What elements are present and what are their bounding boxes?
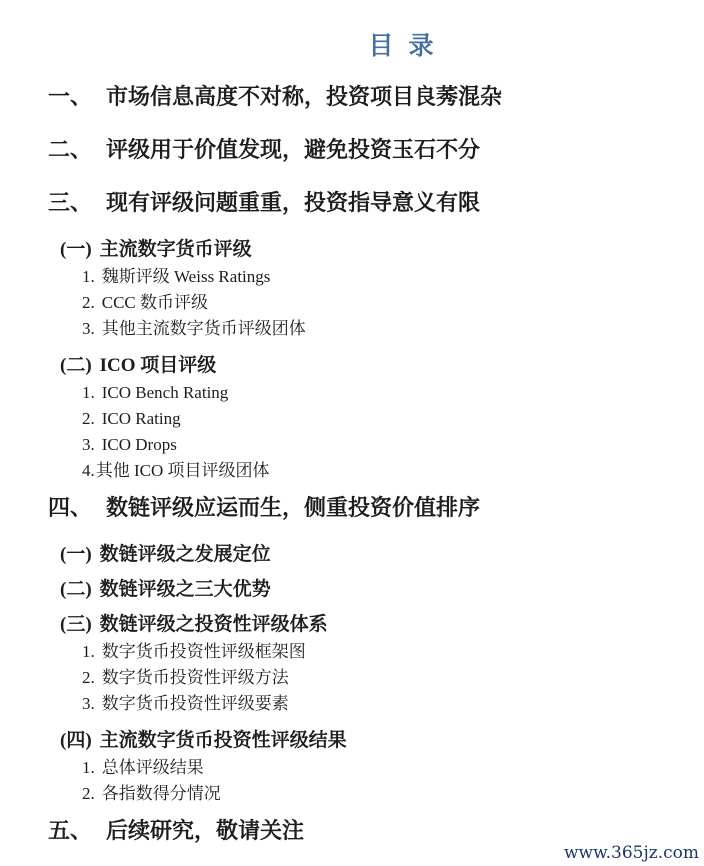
toc-item-12	[82, 460, 704, 481]
toc-item-number: (二)	[60, 579, 92, 600]
toc-item-number: 3.	[82, 435, 95, 454]
toc-item-14	[60, 544, 704, 566]
toc-item-2	[48, 136, 704, 164]
toc-item-number: 二、	[48, 137, 93, 162]
toc-item-number: 2.	[82, 668, 95, 687]
toc-item-label: 主流数字货币评级	[99, 239, 252, 260]
toc-item-18	[82, 667, 704, 688]
toc-item-number: (四)	[60, 730, 92, 751]
toc-item-label: CCC 数币评级	[101, 293, 209, 312]
toc-item-label: 其他主流数字货币评级团体	[101, 319, 306, 338]
toc-item-number: (一)	[60, 544, 92, 565]
toc-item-label: ICO 项目评级	[99, 355, 217, 376]
page-title: 目 录	[368, 32, 434, 60]
toc-item-label: ICO Drops	[101, 435, 177, 454]
toc-item-label: 数字货币投资性评级方法	[101, 668, 289, 687]
toc-item-1	[48, 83, 704, 111]
toc-item-number: 五、	[48, 818, 93, 843]
toc-item-4	[60, 239, 704, 261]
toc-item-5	[82, 266, 704, 287]
toc-item-number: 2.	[82, 409, 95, 428]
toc-item-10	[82, 408, 704, 429]
toc-item-11	[82, 434, 704, 455]
toc-item-label: 各指数得分情况	[101, 784, 221, 803]
toc-item-20	[60, 730, 704, 752]
toc-item-17	[82, 641, 704, 662]
toc-item-label: 现有评级问题重重，投资指导意义有限	[106, 190, 481, 215]
watermark-url: www.365jz.com	[564, 843, 699, 863]
toc-item-number: 1.	[82, 267, 95, 286]
toc-item-9	[82, 382, 704, 403]
toc-item-label: 数链评级之三大优势	[99, 579, 271, 600]
toc-item-8	[60, 355, 704, 377]
toc-item-number: 四、	[48, 495, 93, 520]
toc-item-label: 主流数字货币投资性评级结果	[99, 730, 347, 751]
toc-item-label: 其他 ICO 项目评级团体	[95, 461, 270, 480]
toc-item-label: 数字货币投资性评级框架图	[101, 642, 306, 661]
toc-item-label: 魏斯评级 Weiss Ratings	[101, 267, 271, 286]
toc-item-label: 后续研究，敬请关注	[106, 818, 305, 843]
toc-item-6	[82, 292, 704, 313]
toc-item-13	[48, 494, 704, 522]
toc-item-15	[60, 579, 704, 601]
toc-item-label: 数字货币投资性评级要素	[101, 694, 289, 713]
toc-item-label: 总体评级结果	[101, 758, 204, 777]
toc-item-label: 数链评级之投资性评级体系	[99, 614, 328, 635]
toc-item-number: 3.	[82, 319, 95, 338]
toc-item-number: 1.	[82, 642, 95, 661]
toc-item-label: 评级用于价值发现，避免投资玉石不分	[106, 137, 481, 162]
toc-item-19	[82, 693, 704, 714]
toc-item-label: ICO Bench Rating	[101, 383, 229, 402]
toc-item-22	[82, 783, 704, 804]
toc-item-number: 2.	[82, 784, 95, 803]
toc-item-number: 3.	[82, 694, 95, 713]
toc-item-label: ICO Rating	[101, 409, 181, 428]
toc-item-label: 市场信息高度不对称，投资项目良莠混杂	[106, 84, 503, 109]
toc-item-16	[60, 614, 704, 636]
toc-item-23	[48, 817, 704, 845]
toc-item-number: 1.	[82, 383, 95, 402]
toc-item-label: 数链评级之发展定位	[99, 544, 271, 565]
toc-item-number: 2.	[82, 293, 95, 312]
toc-item-number: (三)	[60, 614, 92, 635]
toc-item-number: 一、	[48, 84, 93, 109]
toc-item-label: 数链评级应运而生，侧重投资价值排序	[106, 495, 481, 520]
toc-item-21	[82, 757, 704, 778]
toc-item-3	[48, 189, 704, 217]
toc-item-number: (一)	[60, 239, 92, 260]
toc-item-7	[82, 318, 704, 339]
toc-item-number: (二)	[60, 355, 92, 376]
toc-item-number: 4.	[82, 461, 95, 480]
table-of-contents	[0, 83, 704, 845]
toc-item-number: 1.	[82, 758, 95, 777]
toc-item-number: 三、	[48, 190, 93, 215]
